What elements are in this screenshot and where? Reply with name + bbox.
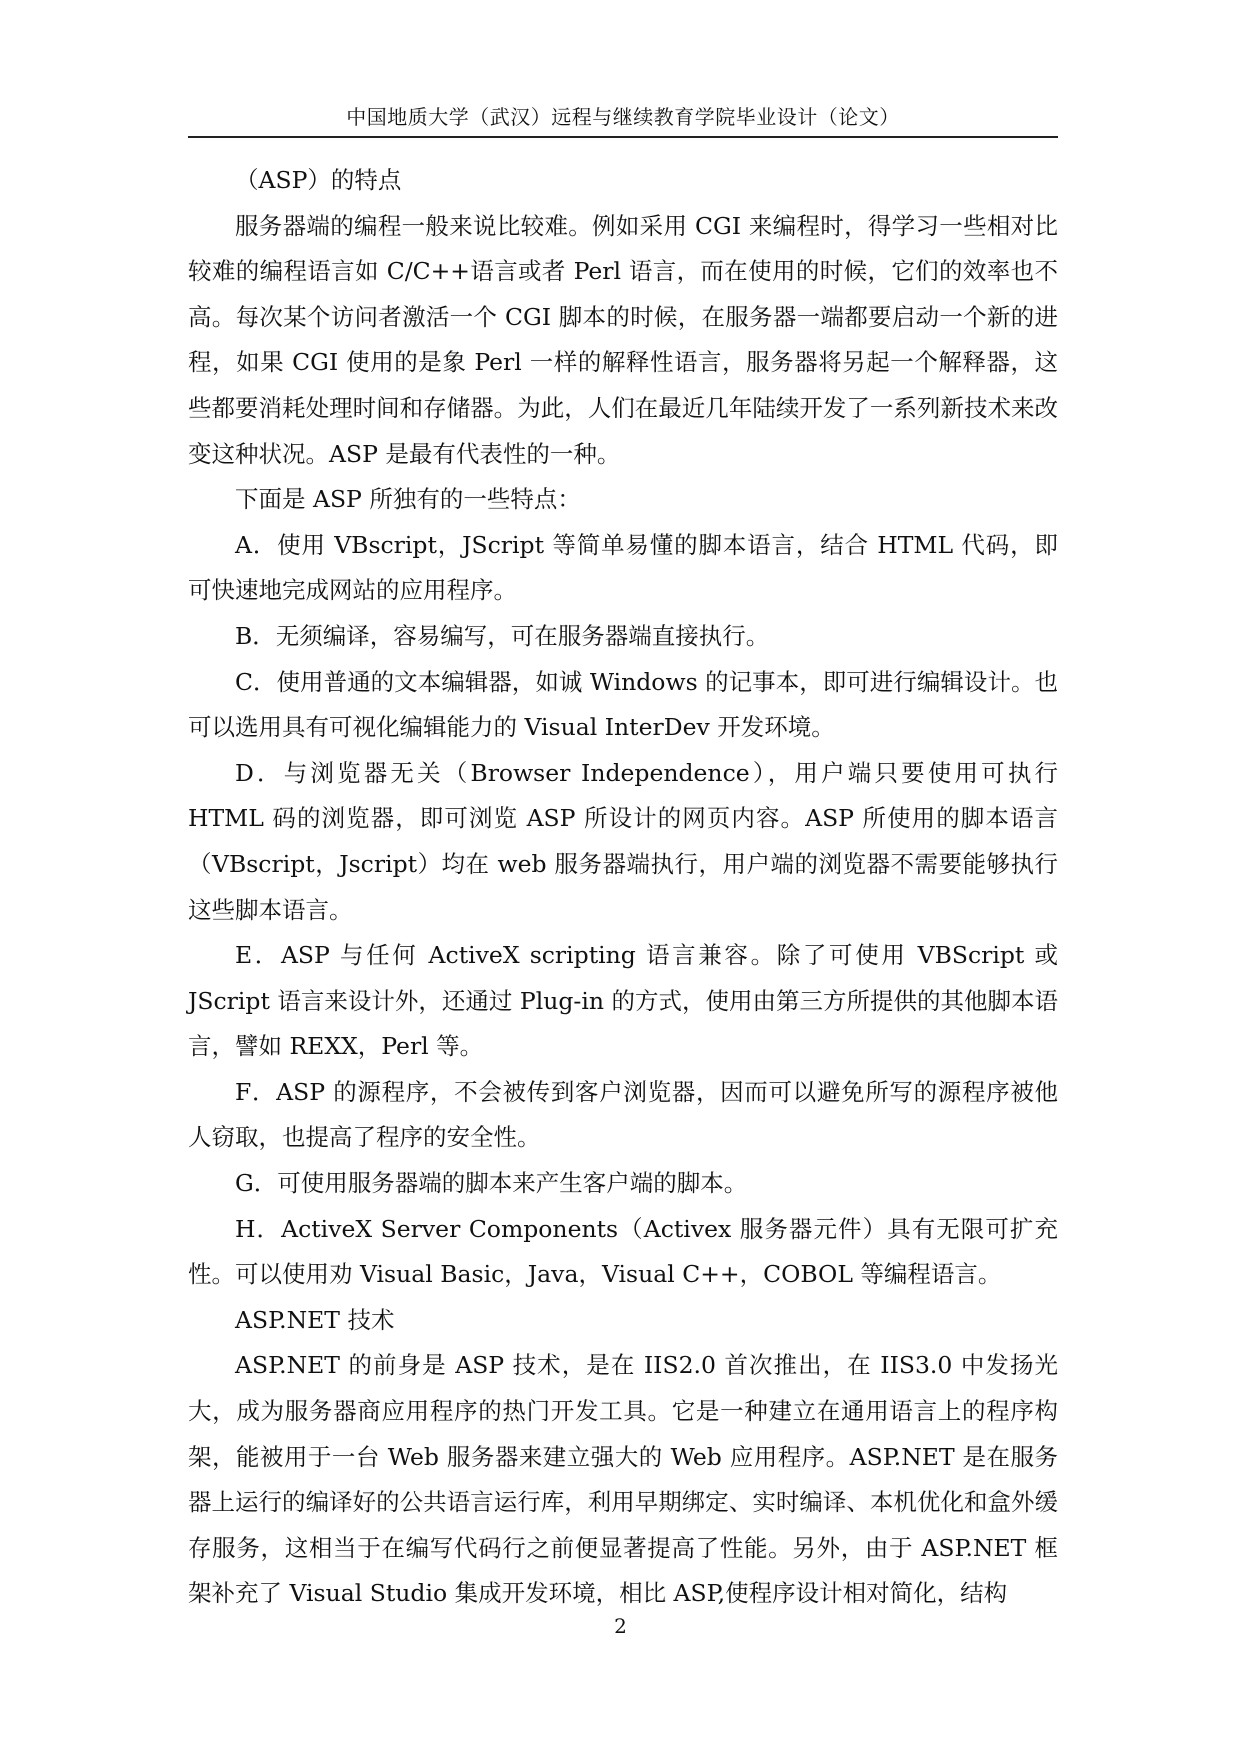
document-body (188, 158, 1058, 1617)
paragraph-asp-features-intro: 下面是 ASP 所独有的一些特点： (235, 485, 581, 514)
page-header (188, 102, 1058, 138)
paragraph-aspnet-intro: ASP.NET 的前身是 ASP 技术，是在 IIS2.0 首次推出，在 IIS3.0 中发扬光大，成为服务器商应用程序的热门开发工具。它是一种建立在通用语言上的程序构架，能被用于一台 Web 服务器来建立强大的 Web 应用程序。ASP.NET 是在服务器上运行的编译好的公共语言运行库，利用早期绑定、实时编译、本机优化和盒外缓存服务，这相当于在编写代码行之前便显著提高了性能。另外，由于 ASP.NET 框架补充了 Visual Studio 集成开发环境，相比 ASP,使程序设计相对简化，结构 (188, 1351, 1058, 1608)
page-number (0, 1612, 1241, 1640)
list-item-c: C．使用普通的文本编辑器，如诚 Windows 的记事本，即可进行编辑设计。也可以选用具有可视化编辑能力的 Visual InterDev 开发环境。 (188, 667, 1058, 742)
list-item-a: A．使用 VBscript，JScript 等简单易懂的脚本语言，结合 HTML 代码，即可快速地完成网站的应用程序。 (188, 530, 1058, 605)
list-item-d: D．与浏览器无关（Browser Independence），用户端只要使用可执行 HTML 码的浏览器，即可浏览 ASP 所设计的网页内容。ASP 所使用的脚本语言（VBscript，Jscript）均在 web 服务器端执行，用户端的浏览器不需要能够执行这些脚本语言。 (188, 758, 1058, 924)
section-heading-aspnet: ASP.NET 技术 (235, 1305, 395, 1334)
list-item-h: H．ActiveX Server Components（Activex 服务器元件）具有无限可扩充性。可以使用劝 Visual Basic，Java，Visual C++，COBOL 等编程语言。 (188, 1214, 1058, 1289)
list-item-g: G．可使用服务器端的脚本来产生客户端的脚本。 (235, 1169, 748, 1198)
paragraph-server-programming: 服务器端的编程一般来说比较难。例如采用 CGI 来编程时，得学习一些相对比较难的编程语言如 C/C++语言或者 Perl 语言，而在使用的时候，它们的效率也不高。每次某个访问者激活一个 CGI 脚本的时候，在服务器一端都要启动一个新的进程，如果 CGI 使用的是象 Perl 一样的解释性语言，服务器将另起一个解释器，这些都要消耗处理时间和存储器。为此，人们在最近几年陆续开发了一系列新技术来改变这种状况。ASP 是最有代表性的一种。 (188, 211, 1058, 468)
list-item-f: F．ASP 的源程序，不会被传到客户浏览器，因而可以避免所写的源程序被他人窃取，也提高了程序的安全性。 (188, 1077, 1058, 1152)
section-heading-asp-features: （ASP）的特点 (235, 166, 402, 194)
header-title: 中国地质大学（武汉）远程与继续教育学院毕业设计（论文） (346, 105, 900, 129)
page-number-text: 2 (614, 1614, 627, 1638)
list-item-e: E．ASP 与任何 ActiveX scripting 语言兼容。除了可使用 VBScript 或 JScript 语言来设计外，还通过 Plug-in 的方式，使用由第三方所提供的其他脚本语言，譬如 REXX，Perl 等。 (188, 941, 1058, 1061)
list-item-b: B．无须编译，容易编写，可在服务器端直接执行。 (235, 621, 770, 650)
